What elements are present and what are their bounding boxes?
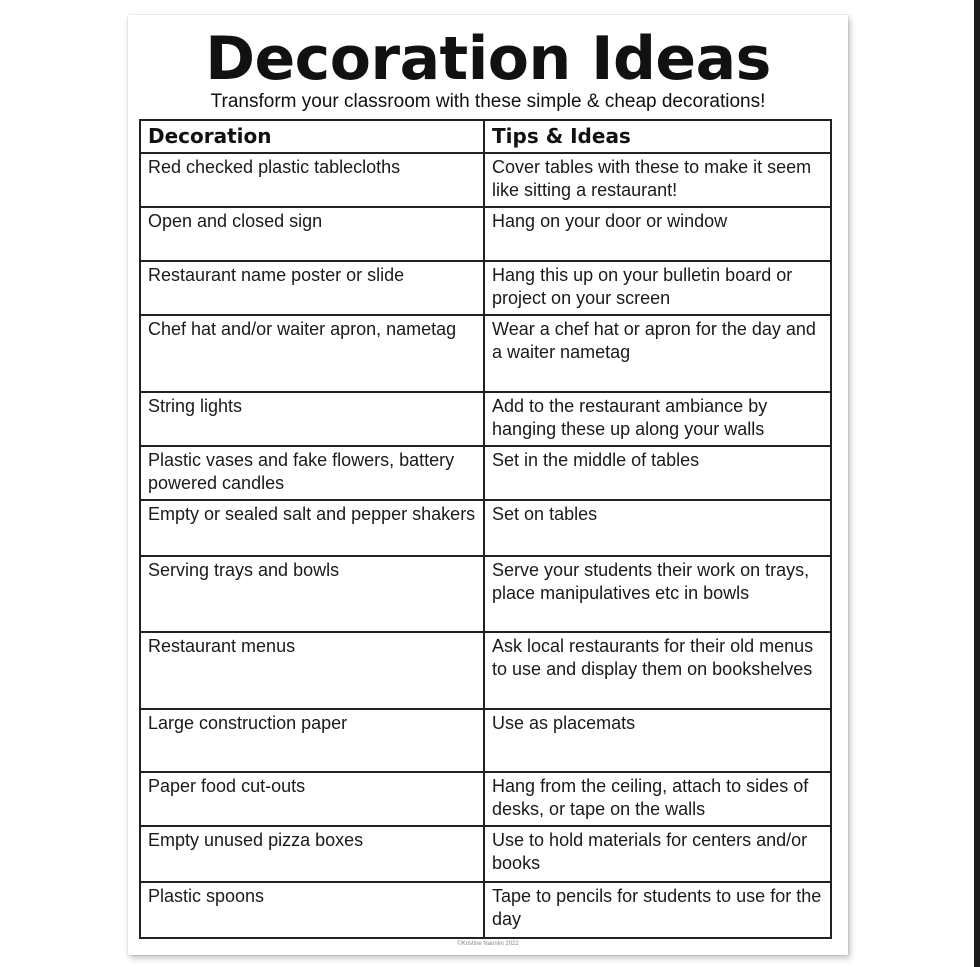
decoration-cell: Restaurant menus xyxy=(140,632,484,709)
table-row xyxy=(140,261,831,315)
tip-cell: Hang from the ceiling, attach to sides of desks, or tape on the walls xyxy=(484,772,831,826)
decoration-cell: String lights xyxy=(140,392,484,446)
decoration-cell: Paper food cut-outs xyxy=(140,772,484,826)
table-row xyxy=(140,392,831,446)
page-title: Decoration Ideas xyxy=(205,24,771,94)
table-row xyxy=(140,709,831,772)
table-row xyxy=(140,500,831,556)
decoration-cell: Serving trays and bowls xyxy=(140,556,484,632)
window-edge xyxy=(974,0,980,967)
table-header-row xyxy=(140,120,831,153)
tip-cell: Use to hold materials for centers and/or books xyxy=(484,826,831,882)
tip-cell: Use as placemats xyxy=(484,709,831,772)
tip-cell: Ask local restaurants for their old menus to use and display them on bookshelves xyxy=(484,632,831,709)
decoration-ideas-table xyxy=(139,119,832,939)
column-header-decoration: Decoration xyxy=(140,120,484,153)
decoration-cell: Open and closed sign xyxy=(140,207,484,261)
table-row xyxy=(140,772,831,826)
tip-cell: Tape to pencils for students to use for the day xyxy=(484,882,831,938)
decoration-cell: Chef hat and/or waiter apron, nametag xyxy=(140,315,484,392)
decoration-cell: Red checked plastic tablecloths xyxy=(140,153,484,207)
tip-cell: Wear a chef hat or apron for the day and a waiter nametag xyxy=(484,315,831,392)
tip-cell: Set on tables xyxy=(484,500,831,556)
table-row xyxy=(140,315,831,392)
table-row xyxy=(140,826,831,882)
table-row xyxy=(140,632,831,709)
tip-cell: Hang on your door or window xyxy=(484,207,831,261)
decoration-cell: Plastic spoons xyxy=(140,882,484,938)
column-header-tips: Tips & Ideas xyxy=(484,120,831,153)
table-row xyxy=(140,446,831,500)
table-row xyxy=(140,153,831,207)
tip-cell: Serve your students their work on trays, place manipulatives etc in bowls xyxy=(484,556,831,632)
decoration-cell: Large construction paper xyxy=(140,709,484,772)
tip-cell: Add to the restaurant ambiance by hanging these up along your walls xyxy=(484,392,831,446)
page-subtitle: Transform your classroom with these simple & cheap decorations! xyxy=(210,91,766,112)
table-row xyxy=(140,556,831,632)
decoration-cell: Empty or sealed salt and pepper shakers xyxy=(140,500,484,556)
copyright-footer: ©Kristine Nannini 2022 xyxy=(457,941,519,947)
document-page xyxy=(128,15,848,955)
decoration-cell: Restaurant name poster or slide xyxy=(140,261,484,315)
table-row xyxy=(140,882,831,938)
tip-cell: Cover tables with these to make it seem like sitting a restaurant! xyxy=(484,153,831,207)
tip-cell: Set in the middle of tables xyxy=(484,446,831,500)
table-row xyxy=(140,207,831,261)
decoration-cell: Empty unused pizza boxes xyxy=(140,826,484,882)
tip-cell: Hang this up on your bulletin board or project on your screen xyxy=(484,261,831,315)
decoration-cell: Plastic vases and fake flowers, battery powered candles xyxy=(140,446,484,500)
